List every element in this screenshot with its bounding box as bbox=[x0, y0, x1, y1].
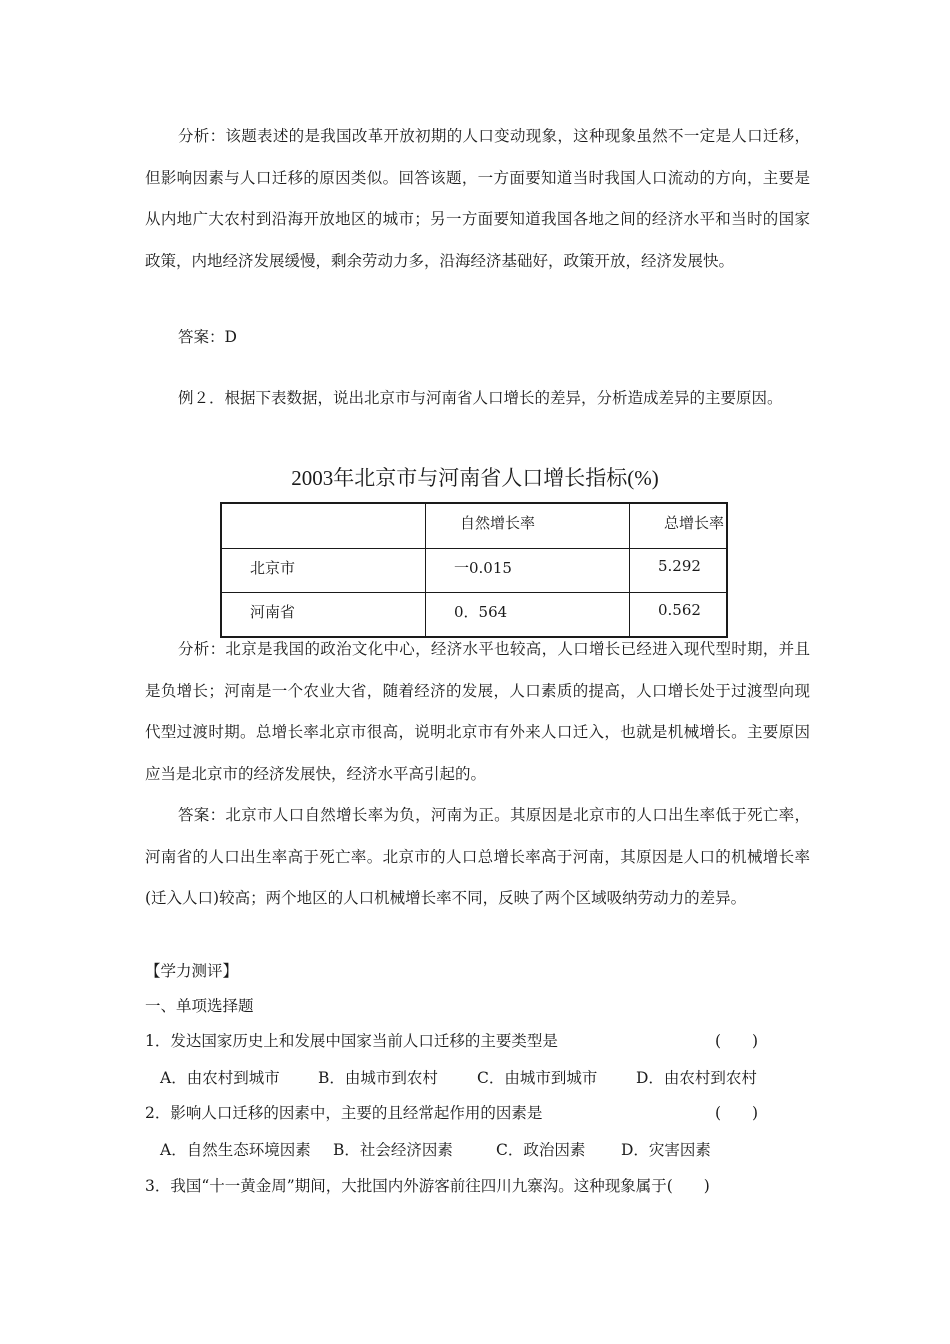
answer-1: 答案：D bbox=[178, 328, 237, 346]
question-2-option-d: D．灾害因素 bbox=[621, 1141, 711, 1159]
subsection-heading: 一、单项选择题 bbox=[145, 997, 254, 1015]
analysis-paragraph-1: 分析：该题表述的是我国改革开放初期的人口变动现象，这种现象虽然不一定是人口迁移，但影响因素与人口迁移的原因类似。回答该题，一方面要知道当时我国人口流动的方向，主要是从内地广大农村到沿海开放地区的城市；另一方面要知道我国各地之间的经济水平和当时的国家政策，内地经济发展缓慢，剩余劳动力多，沿海经济基础好，政策开放，经济发展快。 bbox=[145, 127, 810, 270]
question-1-stem: 1．发达国家历史上和发展中国家当前人口迁移的主要类型是 bbox=[145, 1032, 558, 1050]
table-cell-value: 一0.015 bbox=[426, 549, 630, 593]
table-cell-value: 0.562 bbox=[630, 593, 727, 637]
question-1-answer-bracket: ( ) bbox=[715, 1032, 759, 1050]
answer-2: 答案：北京市人口自然增长率为负，河南为正。其原因是北京市的人口出生率低于死亡率，河南省的人口出生率高于死亡率。北京市的人口总增长率高于河南，其原因是人口的机械增长率(迁入人口)较高；两个地区的人口机械增长率不同，反映了两个区域吸纳劳动力的差异。 bbox=[145, 806, 810, 907]
table-cell-value: 5.292 bbox=[630, 549, 727, 593]
table-cell-region: 河南省 bbox=[222, 593, 426, 637]
table-row bbox=[222, 549, 727, 593]
question-1-option-b: B．由城市到农村 bbox=[318, 1069, 438, 1087]
question-2-stem: 2．影响人口迁移的因素中，主要的且经常起作用的因素是 bbox=[145, 1104, 543, 1122]
table-header-cell: 总增长率 bbox=[630, 504, 727, 549]
example-2-prompt: 例２．根据下表数据，说出北京市与河南省人口增长的差异，分析造成差异的主要原因。 bbox=[178, 389, 783, 407]
table-cell-value: 0．564 bbox=[426, 593, 630, 637]
question-1-option-c: C．由城市到城市 bbox=[477, 1069, 598, 1087]
question-3-stem: 3．我国“十一黄金周”期间，大批国内外游客前往四川九寨沟。这种现象属于( ) bbox=[145, 1177, 710, 1195]
question-2-option-c: C．政治因素 bbox=[496, 1141, 586, 1159]
question-1-option-a: A．由农村到城市 bbox=[160, 1069, 280, 1087]
analysis-paragraph-2: 分析：北京是我国的政治文化中心，经济水平也较高，人口增长已经进入现代型时期，并且是负增长；河南是一个农业大省，随着经济的发展，人口素质的提高，人口增长处于过渡型向现代型过渡时期。总增长率北京市很高，说明北京市有外来人口迁入，也就是机械增长。主要原因应当是北京市的经济发展快，经济水平高引起的。 bbox=[145, 640, 810, 783]
question-2-option-b: B．社会经济因素 bbox=[333, 1141, 453, 1159]
question-2-answer-bracket: ( ) bbox=[715, 1104, 759, 1122]
table-header-cell: 自然增长率 bbox=[426, 504, 630, 549]
question-1-option-d: D．由农村到农村 bbox=[636, 1069, 757, 1087]
growth-indicator-table bbox=[221, 503, 727, 637]
table-title: 2003年北京市与河南省人口增长指标(%) bbox=[291, 466, 659, 490]
table-header-cell bbox=[222, 504, 426, 549]
section-heading: 【学力测评】 bbox=[145, 962, 239, 980]
table-cell-region: 北京市 bbox=[222, 549, 426, 593]
table-header-row bbox=[222, 504, 727, 549]
question-2-option-a: A．自然生态环境因素 bbox=[160, 1141, 311, 1159]
